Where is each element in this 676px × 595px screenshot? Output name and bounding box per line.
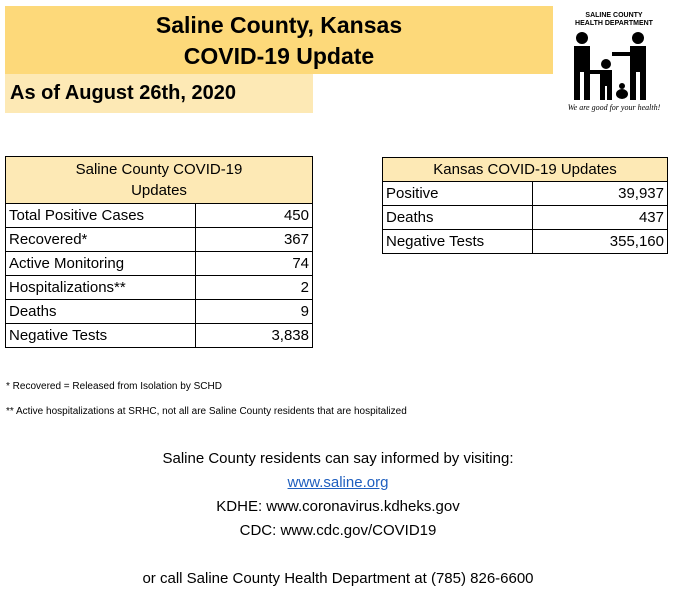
family-icon — [564, 30, 664, 102]
table-header-row — [6, 157, 313, 204]
saline-county-table — [5, 156, 313, 348]
row-value: 450 — [195, 204, 312, 228]
logo-tagline: We are good for your health! — [567, 103, 661, 112]
footer-link-row — [0, 474, 676, 491]
table-row — [6, 276, 313, 300]
date-banner — [5, 74, 313, 113]
row-value: 3,838 — [195, 324, 312, 348]
table-row — [6, 324, 313, 348]
page-subtitle: COVID-19 Update — [183, 43, 375, 69]
saline-table-header-line2: Updates — [131, 182, 187, 199]
row-label: Total Positive Cases — [6, 204, 196, 228]
saline-table-header — [6, 157, 313, 204]
saline-website-link[interactable]: www.saline.org — [287, 474, 389, 491]
title-banner — [5, 6, 553, 74]
row-value: 437 — [532, 206, 667, 230]
table-row — [6, 204, 313, 228]
row-label: Deaths — [6, 300, 196, 324]
row-label: Negative Tests — [6, 324, 196, 348]
logo-name-line2: HEALTH DEPARTMENT — [575, 20, 653, 27]
footer-kdhe: KDHE: www.coronavirus.kdheks.gov — [216, 498, 460, 515]
table-row — [6, 300, 313, 324]
table-row — [6, 228, 313, 252]
row-value: 2 — [195, 276, 312, 300]
table-row — [383, 230, 668, 254]
row-label: Deaths — [383, 206, 533, 230]
row-value: 74 — [195, 252, 312, 276]
footer-call: or call Saline County Health Department at (785) 826-6600 — [142, 570, 534, 587]
recovered-footnote: * Recovered = Released from Isolation by SCHD — [6, 381, 222, 392]
row-value: 367 — [195, 228, 312, 252]
row-label: Negative Tests — [383, 230, 533, 254]
row-label: Active Monitoring — [6, 252, 196, 276]
row-label: Positive — [383, 182, 533, 206]
table-header-row — [383, 158, 668, 182]
row-label: Hospitalizations** — [6, 276, 196, 300]
table-row — [383, 206, 668, 230]
row-value: 39,937 — [532, 182, 667, 206]
kansas-table — [382, 157, 668, 254]
page-title: Saline County, Kansas — [155, 12, 403, 38]
row-label: Recovered* — [6, 228, 196, 252]
table-row — [6, 252, 313, 276]
footer-cdc: CDC: www.cdc.gov/COVID19 — [239, 522, 437, 539]
row-value: 9 — [195, 300, 312, 324]
hospitalization-footnote: ** Active hospitalizations at SRHC, not all are Saline County residents that are hospitalized — [6, 406, 407, 417]
table-row — [383, 182, 668, 206]
footer-intro: Saline County residents can say informed by visiting: — [162, 450, 514, 467]
saline-table-header-line1: Saline County COVID-19 — [75, 161, 243, 178]
health-department-logo — [558, 8, 670, 116]
kansas-table-header: Kansas COVID-19 Updates — [383, 158, 668, 182]
as-of-date: As of August 26th, 2020 — [10, 82, 236, 104]
row-value: 355,160 — [532, 230, 667, 254]
logo-name-line1: SALINE COUNTY — [585, 12, 643, 19]
